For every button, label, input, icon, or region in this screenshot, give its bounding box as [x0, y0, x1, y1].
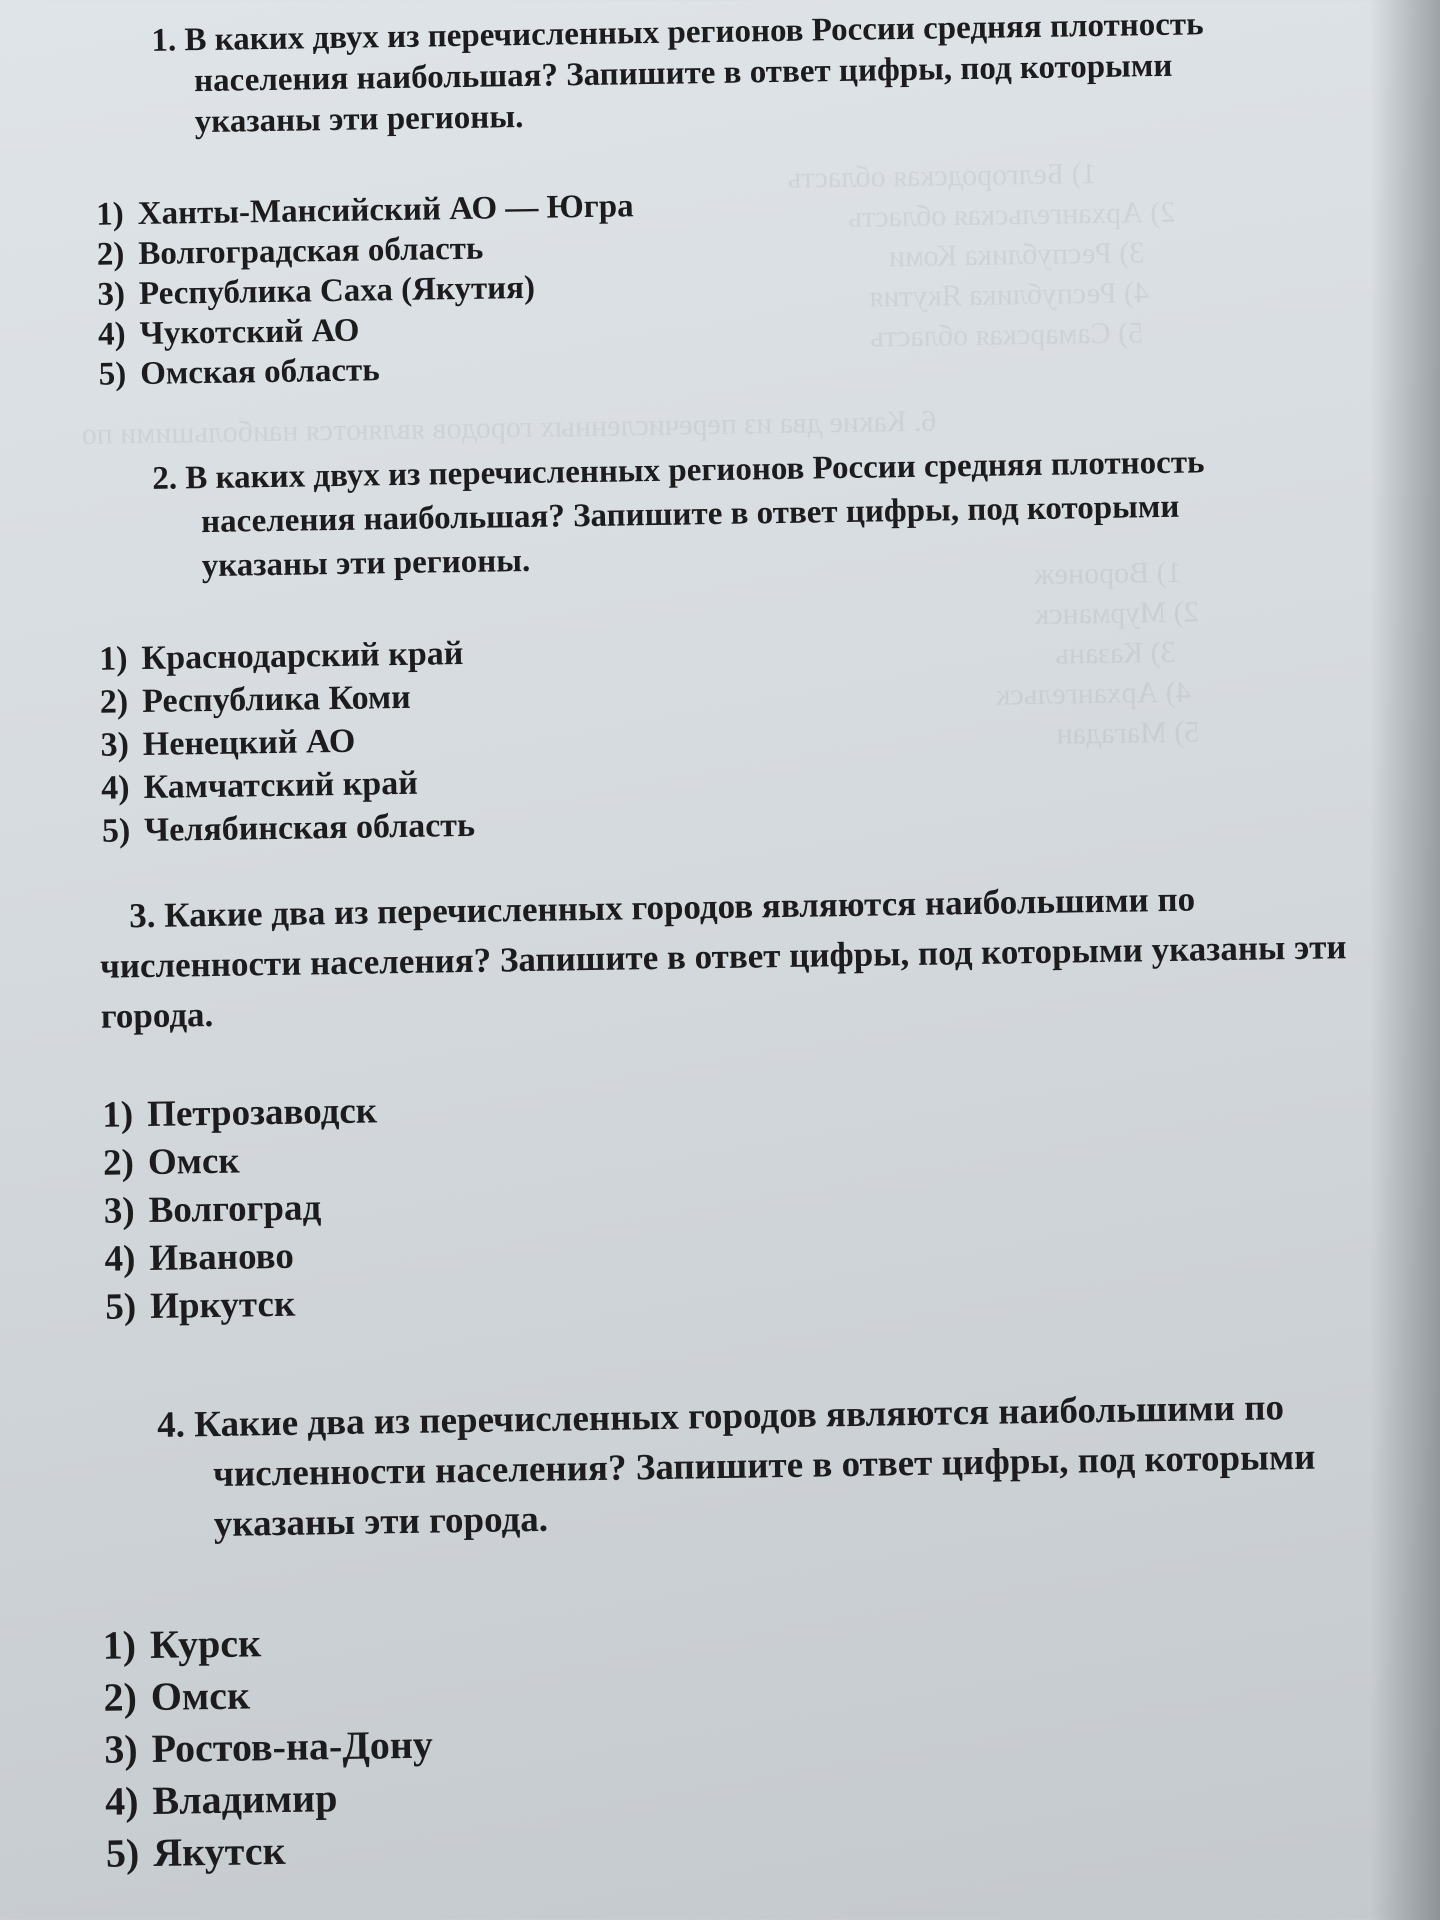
option-number: 5) — [98, 356, 127, 393]
option-label: Камчатский край — [143, 764, 419, 807]
option-label: Ростов-на-Дону — [151, 1721, 434, 1772]
question-3 — [0, 872, 1386, 1334]
option-number: 4) — [104, 1778, 139, 1824]
question-number: 3. — [128, 895, 156, 936]
option-label: Омская область — [139, 352, 380, 393]
bleed-through-text: 4) Архангельск — [995, 675, 1192, 712]
option-number: 2) — [99, 683, 129, 721]
option-number: 2) — [96, 236, 125, 273]
option-number: 1) — [95, 196, 124, 233]
option-number: 1) — [102, 1094, 134, 1136]
bleed-through-text: 2) Мурманск — [1034, 595, 1199, 632]
question-number: 4. — [156, 1404, 186, 1446]
question-number: 2. — [152, 460, 178, 497]
option-number: 1) — [98, 640, 128, 678]
option-label: Омск — [150, 1672, 251, 1720]
answer-options — [0, 175, 1371, 397]
page-edge-shadow — [1370, 0, 1440, 1920]
question-text — [0, 871, 1401, 1043]
question-prompt: Какие два из перечисленных городов являются наибольшими по численности населения? Запишите в ответ цифры, под которыми указаны эти города. — [193, 1387, 1316, 1546]
option-number: 3) — [103, 1190, 136, 1232]
option-label: Петрозаводск — [146, 1090, 378, 1136]
option-number: 5) — [105, 1286, 137, 1328]
option-label: Волгоградская область — [138, 230, 484, 273]
bleed-through-text: 6. Какие два из перечисленных городов являются наибольшими по — [81, 404, 937, 451]
option-label: Краснодарский край — [141, 634, 464, 678]
option-label: Республика Саха (Якутия) — [138, 269, 536, 313]
question-1 — [0, 2, 1371, 397]
option-number: 2) — [102, 1142, 135, 1184]
option-label: Челябинская область — [143, 806, 476, 850]
option-number: 3) — [103, 1726, 138, 1772]
question-text — [0, 439, 1282, 591]
option-number: 4) — [97, 316, 126, 353]
option-label: Республика Коми — [141, 678, 411, 721]
bleed-through-text: 3) Казань — [1054, 635, 1176, 671]
question-4 — [7, 1382, 1394, 1882]
bleed-through-text: 4) Республика Якутия — [869, 276, 1150, 314]
bleed-through-text: 2) Архангельская область — [848, 195, 1176, 234]
question-text — [7, 1382, 1374, 1553]
option-number: 4) — [104, 1238, 136, 1280]
question-text — [0, 4, 1255, 147]
question-number: 1. — [151, 22, 177, 59]
option-label: Ненецкий АО — [142, 722, 356, 764]
option-number: 5) — [105, 1830, 140, 1876]
option-number: 5) — [101, 812, 131, 850]
option-label: Владимир — [152, 1775, 338, 1824]
option-label: Чукотский АО — [139, 312, 360, 353]
bleed-through-text: 5) Магадан — [1056, 715, 1200, 751]
option-label: Якутск — [152, 1827, 286, 1876]
bleed-through-text: 3) Республика Коми — [888, 236, 1145, 274]
bleed-through-text: 5) Самарская область — [869, 316, 1144, 354]
bleed-through-text: 1) Воронеж — [1033, 555, 1182, 592]
option-number: 4) — [100, 769, 130, 807]
option-label: Иркутск — [149, 1283, 296, 1327]
answer-options — [0, 618, 1378, 855]
option-number: 3) — [97, 276, 126, 313]
option-number: 2) — [103, 1674, 138, 1720]
question-prompt: В каких двух из перечисленных регионов России средняя плотность населения наибольшая? Запишите в ответ цифры, под которыми указаны эти регионы. — [185, 444, 1205, 585]
option-number: 3) — [100, 726, 130, 764]
bleed-through-text: 1) Белгородская область — [787, 156, 1097, 195]
question-2 — [0, 438, 1378, 855]
answer-options — [2, 1072, 1386, 1334]
option-label: Курск — [149, 1620, 262, 1668]
option-label: Омск — [147, 1140, 240, 1184]
option-label: Волгоград — [148, 1187, 322, 1232]
question-prompt: Какие два из перечисленных городов являются наибольшими по численности населения? Запишите в ответ цифры, под которыми указаны эти города. — [99, 879, 1347, 1036]
option-label: Ханты-Мансийский АО — Югра — [137, 188, 634, 233]
question-prompt: В каких двух из перечисленных регионов России средняя плотность населения наибольшая? Запишите в ответ цифры, под которыми указаны эти регионы. — [184, 6, 1204, 141]
option-number: 1) — [102, 1622, 137, 1668]
answer-options — [10, 1600, 1394, 1882]
option-label: Иваново — [149, 1235, 295, 1279]
